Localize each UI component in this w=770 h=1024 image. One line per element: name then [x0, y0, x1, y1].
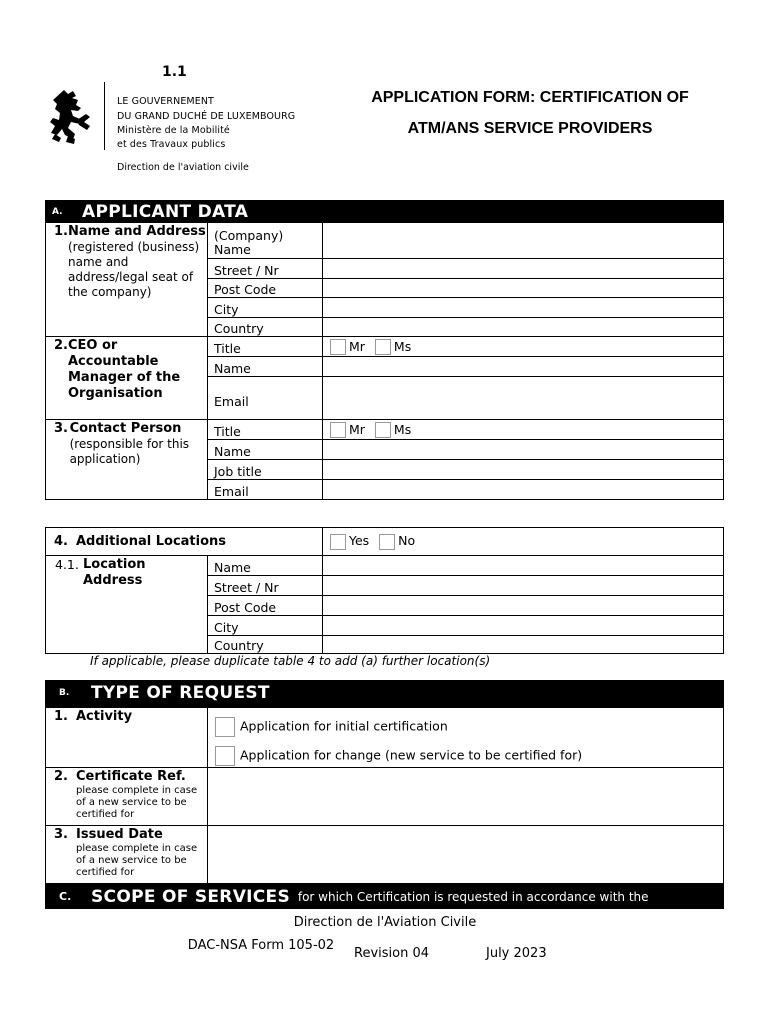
- company-name-input[interactable]: [323, 223, 724, 259]
- activity-options: [208, 708, 724, 768]
- additional-locations-table: [45, 527, 724, 654]
- field-label: Email: [208, 480, 323, 500]
- field-label: City: [208, 616, 323, 636]
- field-label: Name: [208, 357, 323, 377]
- certificate-ref-label: [46, 768, 208, 826]
- q-desc: (responsible for this application): [69, 437, 190, 466]
- field-label: Title: [208, 337, 323, 357]
- field-label: City: [208, 298, 323, 318]
- field-label: Title: [208, 420, 323, 440]
- field-label: Post Code: [208, 279, 323, 298]
- option-label: Ms: [393, 338, 412, 354]
- additional-locations-label: [46, 528, 323, 556]
- gov-line: DU GRAND DUCHÉ DE LUXEMBOURG: [117, 110, 296, 122]
- section-c-header: [45, 883, 724, 909]
- post-code-input[interactable]: [323, 279, 724, 298]
- type-of-request-table: [45, 707, 724, 884]
- contact-title-options: [323, 420, 724, 440]
- location-country-input[interactable]: [323, 636, 724, 654]
- issued-date-label: [46, 826, 208, 884]
- field-label: Post Code: [208, 596, 323, 616]
- certificate-ref-input[interactable]: [208, 768, 724, 826]
- form-title: [330, 82, 730, 144]
- section-letter: C.: [59, 889, 72, 903]
- section-title: SCOPE OF SERVICES: [91, 886, 291, 907]
- location-name-input[interactable]: [323, 556, 724, 576]
- applicant-data-table: [45, 222, 724, 500]
- field-label: Name: [208, 440, 323, 460]
- q-desc: please complete in case of a new service to be certified for: [76, 785, 198, 820]
- footer-date: July 2023: [486, 946, 547, 961]
- lion-crest-icon: [50, 86, 96, 146]
- q-title: Contact Person: [69, 421, 182, 436]
- location-city-input[interactable]: [323, 616, 724, 636]
- field-label: Country: [208, 636, 323, 654]
- option-label: Application for initial certification: [240, 718, 448, 734]
- contact-name-input[interactable]: [323, 440, 724, 460]
- footer-revision: Revision 04: [354, 946, 430, 961]
- footer-organisation: Direction de l'Aviation Civile: [293, 915, 477, 930]
- contact-person-label: [46, 420, 208, 500]
- q-title: CEO or Accountable Manager of the Organisation: [67, 338, 181, 401]
- additional-locations-options: [323, 528, 724, 556]
- field-label: Job title: [208, 460, 323, 480]
- q-desc: (registered (business) name and address/legal seat of the company): [67, 240, 200, 299]
- location-post-code-input[interactable]: [323, 596, 724, 616]
- q-title: Name and Address: [67, 224, 206, 239]
- option-label: No: [398, 533, 416, 549]
- ms-checkbox[interactable]: [375, 339, 391, 355]
- ceo-label: [46, 337, 208, 420]
- q-num: 2.: [54, 769, 68, 784]
- initial-certification-checkbox[interactable]: [215, 717, 235, 737]
- field-label: Street / Nr: [208, 259, 323, 279]
- duplicate-note: If applicable, please duplicate table 4 to add (a) further location(s): [90, 654, 491, 668]
- q-title: Issued Date: [76, 827, 163, 842]
- q-num: 3.: [54, 827, 68, 842]
- ms-checkbox[interactable]: [375, 422, 391, 438]
- ceo-email-input[interactable]: [323, 377, 724, 420]
- mr-checkbox[interactable]: [330, 422, 346, 438]
- direction-label: Direction de l'aviation civile: [117, 162, 249, 173]
- activity-label: [46, 708, 208, 768]
- name-address-label: [46, 223, 208, 337]
- location-street-input[interactable]: [323, 576, 724, 596]
- section-title: APPLICANT DATA: [82, 201, 249, 222]
- q-desc: please complete in case of a new service to be certified for: [76, 843, 198, 878]
- q-title: Activity: [76, 709, 133, 724]
- q-num: 1.: [54, 709, 68, 724]
- section-subtitle: for which Certification is requested in accordance with the: [297, 889, 649, 904]
- form-title-line2: ATM/ANS SERVICE PROVIDERS: [407, 120, 653, 137]
- option-label: Application for change (new service to be certified for): [240, 747, 583, 763]
- gov-line: et des Travaux publics: [117, 139, 226, 150]
- field-label: (Company) Name: [208, 223, 323, 259]
- option-label: Mr: [349, 421, 365, 437]
- q-num: 1.: [54, 224, 68, 239]
- logo-divider: [104, 82, 105, 150]
- section-title: TYPE OF REQUEST: [91, 683, 270, 703]
- job-title-input[interactable]: [323, 460, 724, 480]
- form-title-line1: APPLICATION FORM: CERTIFICATION OF: [371, 89, 689, 106]
- field-label: Country: [208, 318, 323, 337]
- q-num: 2.: [54, 338, 68, 353]
- q-title: Additional Locations: [76, 534, 227, 549]
- city-input[interactable]: [323, 298, 724, 318]
- field-label: Name: [208, 556, 323, 576]
- field-label: Street / Nr: [208, 576, 323, 596]
- q-title: Certificate Ref.: [76, 769, 186, 784]
- section-letter: B.: [59, 688, 70, 698]
- gov-line: Ministère de la Mobilité: [117, 125, 230, 136]
- mr-checkbox[interactable]: [330, 339, 346, 355]
- change-certification-checkbox[interactable]: [215, 746, 235, 766]
- street-input[interactable]: [323, 259, 724, 279]
- q-num: 3.: [54, 421, 68, 436]
- contact-email-input[interactable]: [323, 480, 724, 500]
- version-number: 1.1: [162, 64, 187, 80]
- government-name: [117, 95, 295, 153]
- ceo-title-options: [323, 337, 724, 357]
- option-label: Ms: [393, 421, 412, 437]
- q-title: Location Address: [83, 557, 146, 588]
- q-num: 4.1.: [55, 557, 79, 572]
- option-label: Mr: [349, 338, 365, 354]
- field-label: Email: [208, 377, 323, 420]
- ceo-name-input[interactable]: [323, 357, 724, 377]
- section-letter: A.: [52, 206, 63, 217]
- footer-form-number: DAC-NSA Form 105-02: [187, 938, 335, 953]
- location-address-label: [46, 556, 208, 654]
- country-input[interactable]: [323, 318, 724, 337]
- section-b-header: [45, 680, 724, 707]
- no-checkbox[interactable]: [379, 534, 395, 550]
- section-a-header: [45, 200, 724, 222]
- yes-checkbox[interactable]: [330, 534, 346, 550]
- q-num: 4.: [54, 534, 68, 549]
- option-label: Yes: [349, 533, 370, 549]
- issued-date-input[interactable]: [208, 826, 724, 884]
- gov-line: LE GOUVERNEMENT: [117, 96, 214, 107]
